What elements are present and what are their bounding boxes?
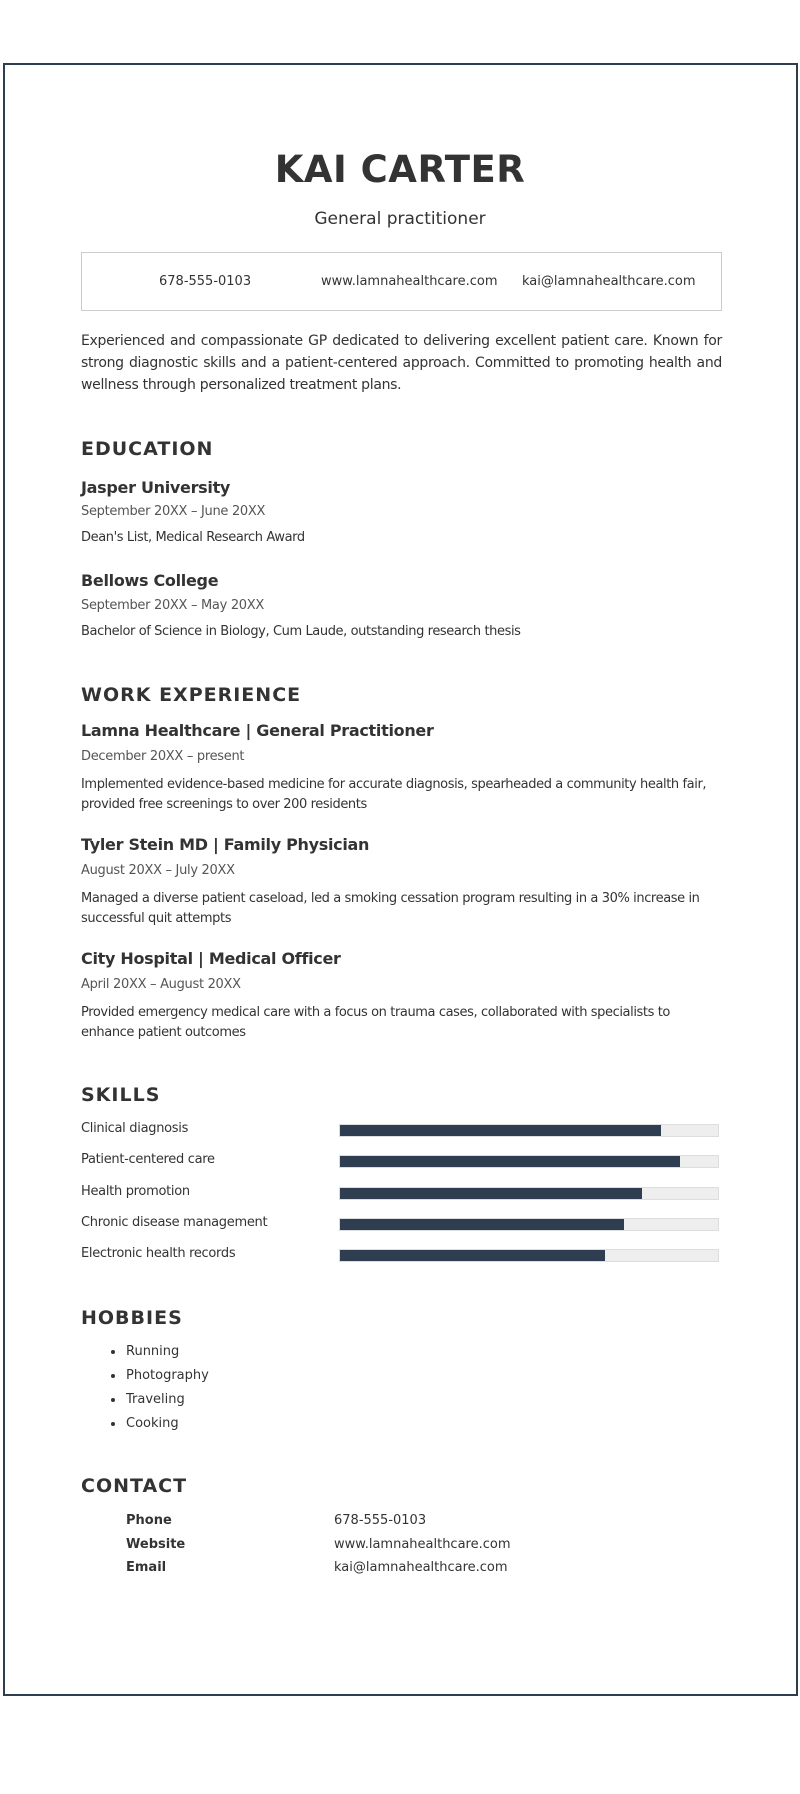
- hobby-item: Photography: [126, 1368, 209, 1383]
- section-title-education: EDUCATION: [81, 438, 214, 460]
- hobby-item: Traveling: [126, 1392, 185, 1407]
- bullet-icon: [111, 1350, 115, 1354]
- skill-bar-fill: [340, 1219, 624, 1230]
- job-title: City Hospital | Medical Officer: [81, 949, 341, 968]
- bullet-icon: [111, 1422, 115, 1426]
- contact-value-website[interactable]: www.lamnahealthcare.com: [334, 1537, 511, 1552]
- education-school: Jasper University: [81, 478, 231, 497]
- header-email[interactable]: kai@lamnahealthcare.com: [522, 274, 696, 289]
- contact-value-phone: 678-555-0103: [334, 1513, 427, 1528]
- skill-bar-fill: [340, 1188, 642, 1199]
- bullet-icon: [111, 1398, 115, 1402]
- education-dates: September 20XX – May 20XX: [81, 598, 264, 613]
- skill-bar: [339, 1187, 719, 1200]
- job-description: Provided emergency medical care with a focus on trauma cases, collaborated with specialists to enhance patient outcomes: [81, 1005, 670, 1040]
- skill-label: Electronic health records: [81, 1246, 236, 1261]
- skill-bar: [339, 1155, 719, 1168]
- job-description: Implemented evidence-based medicine for accurate diagnosis, spearheaded a community health fair, provided free screenings to over 200 residents: [81, 777, 707, 812]
- skill-label: Chronic disease management: [81, 1215, 268, 1230]
- hobby-item: Cooking: [126, 1416, 179, 1431]
- candidate-name: KAI CARTER: [274, 148, 526, 191]
- bullet-icon: [111, 1374, 115, 1378]
- section-title-work-experience: WORK EXPERIENCE: [81, 684, 302, 706]
- contact-label-email: Email: [126, 1560, 167, 1575]
- skill-label: Clinical diagnosis: [81, 1121, 189, 1136]
- profile-summary: Experienced and compassionate GP dedicated to delivering excellent patient care. Known for strong diagnostic skills and a patient-centered approach. Committed to promoting health and wellness through personalized treatment plans.: [81, 333, 722, 393]
- header-website[interactable]: www.lamnahealthcare.com: [321, 274, 498, 289]
- skill-bar-fill: [340, 1156, 680, 1167]
- contact-value-email[interactable]: kai@lamnahealthcare.com: [334, 1560, 508, 1575]
- skill-bar-fill: [340, 1125, 661, 1136]
- job-dates: December 20XX – present: [81, 749, 245, 764]
- skill-bar-fill: [340, 1250, 605, 1261]
- job-description: Managed a diverse patient caseload, led a smoking cessation program resulting in a 30% increase in successful quit attempts: [81, 891, 700, 926]
- education-school: Bellows College: [81, 571, 219, 590]
- job-title: Lamna Healthcare | General Practitioner: [81, 721, 434, 740]
- job-dates: August 20XX – July 20XX: [81, 863, 235, 878]
- education-details: Dean's List, Medical Research Award: [81, 530, 305, 545]
- education-dates: September 20XX – June 20XX: [81, 504, 266, 519]
- skill-bar: [339, 1124, 719, 1137]
- skill-bar: [339, 1249, 719, 1262]
- contact-label-phone: Phone: [126, 1513, 172, 1528]
- skill-label: Patient-centered care: [81, 1152, 215, 1167]
- contact-label-website: Website: [126, 1537, 186, 1552]
- section-title-contact: CONTACT: [81, 1475, 188, 1497]
- hobby-item: Running: [126, 1344, 180, 1359]
- job-title: Tyler Stein MD | Family Physician: [81, 835, 370, 854]
- skill-label: Health promotion: [81, 1184, 190, 1199]
- header-contact-box: [81, 252, 722, 311]
- section-title-hobbies: HOBBIES: [81, 1307, 183, 1329]
- skill-bar: [339, 1218, 719, 1231]
- header-phone: 678-555-0103: [159, 274, 252, 289]
- job-dates: April 20XX – August 20XX: [81, 977, 241, 992]
- education-details: Bachelor of Science in Biology, Cum Laude, outstanding research thesis: [81, 624, 521, 639]
- candidate-title: General practitioner: [314, 209, 486, 229]
- section-title-skills: SKILLS: [81, 1084, 161, 1106]
